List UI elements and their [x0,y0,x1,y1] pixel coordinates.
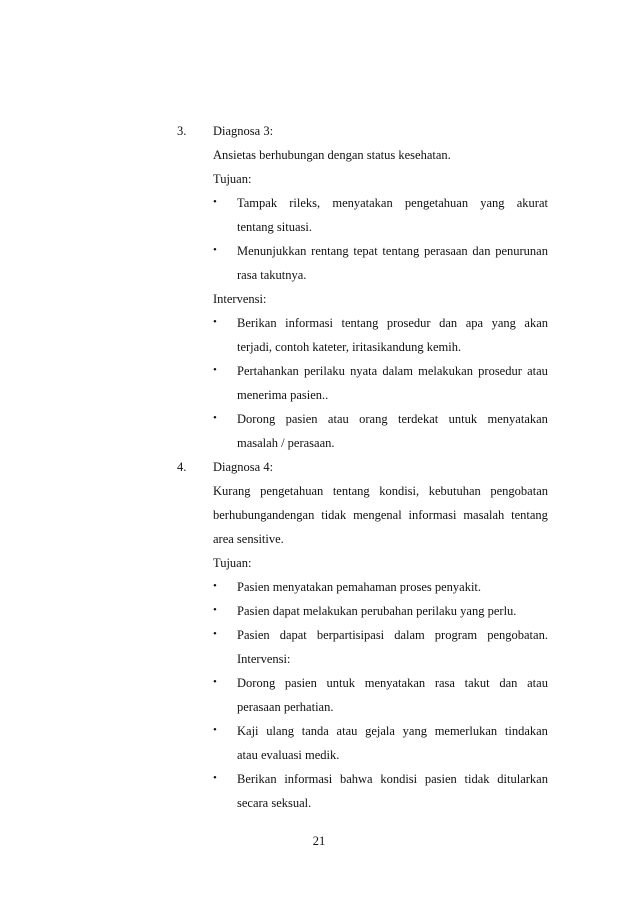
intervention-text [237,364,548,379]
word: gejala [365,724,395,738]
bullet-icon: • [213,412,217,424]
word: dapat [279,628,307,642]
word: mengenal [353,508,402,522]
intervention-label: Intervensi: [237,652,291,666]
word: nyata [350,364,378,378]
intervention-text-cont: atau evaluasi medik. [237,748,340,762]
word: rentang [311,244,349,258]
word: tentang [511,508,548,522]
word: prosedur [478,364,522,378]
word: dalam [382,364,413,378]
word: penurunan [495,244,548,258]
word: tentang [332,484,370,498]
word: Kaji [237,724,259,738]
goal-text [237,196,548,211]
goal-label: Tujuan: [213,172,252,186]
word: tidak [321,508,347,522]
word: program [434,628,478,642]
bullet-icon: • [213,244,217,256]
word: ulang [266,724,295,738]
word: tentang [382,244,420,258]
word: informasi [284,772,333,786]
word: pengobatan. [487,628,548,642]
diagnosis-statement: Ansietas berhubungan dengan status kesehatan. [213,148,451,162]
word: atau [336,724,358,738]
intervention-text-cont: terjadi, contoh kateter, iritasikandung kemih. [237,340,462,354]
diagnosis-heading: Diagnosa 4: [213,460,274,474]
diagnosis-statement [213,508,548,523]
word: pengetahuan [260,484,324,498]
goal-label: Tujuan: [213,556,252,570]
item-number: 3. [177,124,187,138]
word: pengobatan [490,484,548,498]
word: bahwa [339,772,373,786]
page-number: 21 [312,834,326,848]
word: informasi [408,508,457,522]
word: Dorong [237,676,276,690]
intervention-text [237,724,548,739]
word: menyatakan [332,196,393,210]
item-number: 4. [177,460,187,474]
word: kondisi, [379,484,420,498]
word: prosedur [386,316,431,330]
word: rileks, [289,196,321,210]
word: tentang [341,316,379,330]
word: untuk [326,676,356,690]
word: yang [491,316,516,330]
word: pasien [285,412,318,426]
word: dan [472,244,491,258]
word: Tampak [237,196,278,210]
word: melakukan [418,364,473,378]
word: menyatakan [364,676,426,690]
word: yang [480,196,505,210]
word: rasa [434,676,455,690]
word: tindakan [504,724,548,738]
bullet-icon: • [213,676,217,688]
word: kebutuhan [428,484,481,498]
goal-text: Pasien dapat melakukan perubahan perilaku yang perlu. [237,604,517,618]
word: akan [524,316,548,330]
word: memerlukan [434,724,498,738]
word: atau [327,412,349,426]
word: Menunjukkan [237,244,307,258]
word: akurat [516,196,548,210]
goal-text: Pasien menyatakan pemahaman proses penyakit. [237,580,482,594]
word: berhubungandengan [213,508,315,522]
word: Dorong [237,412,276,426]
word: terdekat [398,412,439,426]
word: Berikan [237,316,277,330]
intervention-text [237,772,548,787]
bullet-icon: • [213,724,217,736]
word: Berikan [237,772,277,786]
intervention-text [237,412,548,427]
intervention-text-cont: menerima pasien.. [237,388,329,402]
bullet-icon: • [213,364,217,376]
intervention-text-cont: masalah / perasaan. [237,436,335,450]
word: menyatakan [487,412,548,426]
word: takut [464,676,490,690]
bullet-icon: • [213,628,217,640]
word: atau [527,676,548,690]
word: tanda [301,724,329,738]
bullet-icon: • [213,772,217,784]
intervention-text-cont: secara seksual. [237,796,312,810]
word: ditularkan [497,772,548,786]
word: berpartisipasi [316,628,385,642]
word: informasi [285,316,334,330]
word: untuk [448,412,478,426]
intervention-text [237,316,548,331]
word: Pertahankan [237,364,299,378]
word: dalam [394,628,425,642]
word: perasaan [423,244,468,258]
goal-text [237,628,548,643]
word: kondisi [380,772,418,786]
diagnosis-heading: Diagnosa 3: [213,124,274,138]
word: apa [465,316,484,330]
word: masalah [463,508,505,522]
word: tepat [353,244,378,258]
bullet-icon: • [213,580,217,592]
word: Pasien [237,628,270,642]
word: Kurang [213,484,251,498]
word: pasien [284,676,317,690]
word: yang [402,724,427,738]
word: pasien [424,772,457,786]
intervention-text-cont: perasaan perhatian. [237,700,334,714]
word: atau [527,364,548,378]
bullet-icon: • [213,316,217,328]
goal-text-cont: tentang situasi. [237,220,312,234]
diagnosis-statement [213,484,548,499]
goal-text [237,244,548,259]
bullet-icon: • [213,196,217,208]
word: dan [499,676,518,690]
word: pengetahuan [404,196,469,210]
word: tidak [464,772,490,786]
word: perilaku [303,364,345,378]
intervention-label: Intervensi: [213,292,267,306]
goal-text-cont: rasa takutnya. [237,268,307,282]
word: dan [439,316,458,330]
intervention-text [237,676,548,691]
word: orang [359,412,388,426]
diagnosis-statement: area sensitive. [213,532,284,546]
bullet-icon: • [213,604,217,616]
